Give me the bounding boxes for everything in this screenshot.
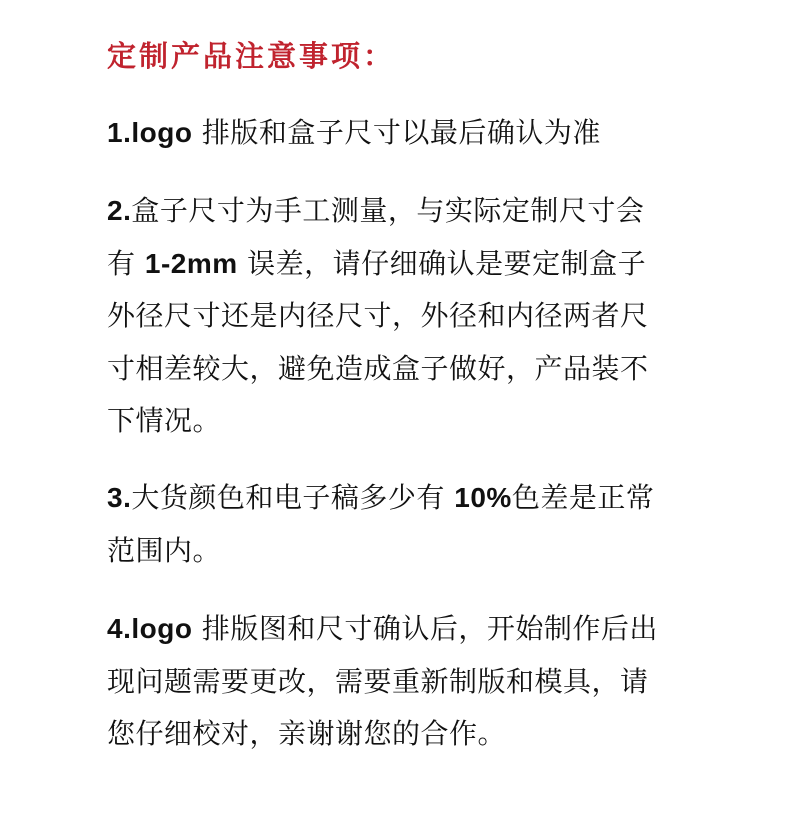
bold-term: 1-2mm [144,247,238,279]
line-text: 下情况。 [107,404,222,437]
notice-line [107,525,707,578]
line-text: 外径尺寸还是内径尺寸，外径和内径两者尺 [107,299,649,332]
bold-term: 10% [454,482,512,513]
line-text: 排版图和尺寸确认后，开始制作后出 [192,612,658,645]
bold-term: logo [131,613,193,644]
page-title: 定制产品注意事项： [107,39,396,73]
line-text: 范围内。 [107,533,222,567]
notice-line [107,107,707,160]
notice-line [107,603,707,656]
notice-line [107,185,707,238]
item-number: 2. [107,195,132,226]
line-text: 排版和盒子尺寸以最后确认为准 [192,116,601,149]
notice-line [107,395,707,448]
notice-line [107,708,707,761]
notice-item-2 [107,185,707,448]
notice-item-1 [107,107,707,160]
notice-item-4 [107,603,707,761]
item-number: 4. [107,613,132,644]
notice-line [107,290,707,343]
line-text: 您仔细校对，亲谢谢您的合作。 [107,717,507,750]
item-number: 3. [107,482,132,513]
line-text: 寸相差较大，避免造成盒子做好，产品装不 [107,351,649,385]
line-prefix: 大货颜色和电子稿多少有 [131,481,455,514]
notice-line [107,656,707,709]
bold-term: logo [131,117,193,148]
notice-line [107,343,707,396]
line-text: 盒子尺寸为手工测量，与实际定制尺寸会 [131,194,645,227]
notice-line [107,472,707,525]
line-text: 误差，请仔细确认是要定制盒子 [237,246,647,280]
line-text: 色差是正常 [511,481,655,514]
notice-line [107,238,707,291]
line-text: 现问题需要更改，需要重新制版和模具，请 [107,664,649,698]
line-prefix: 有 [107,246,145,280]
item-number: 1. [107,117,132,148]
notice-item-3 [107,472,707,577]
